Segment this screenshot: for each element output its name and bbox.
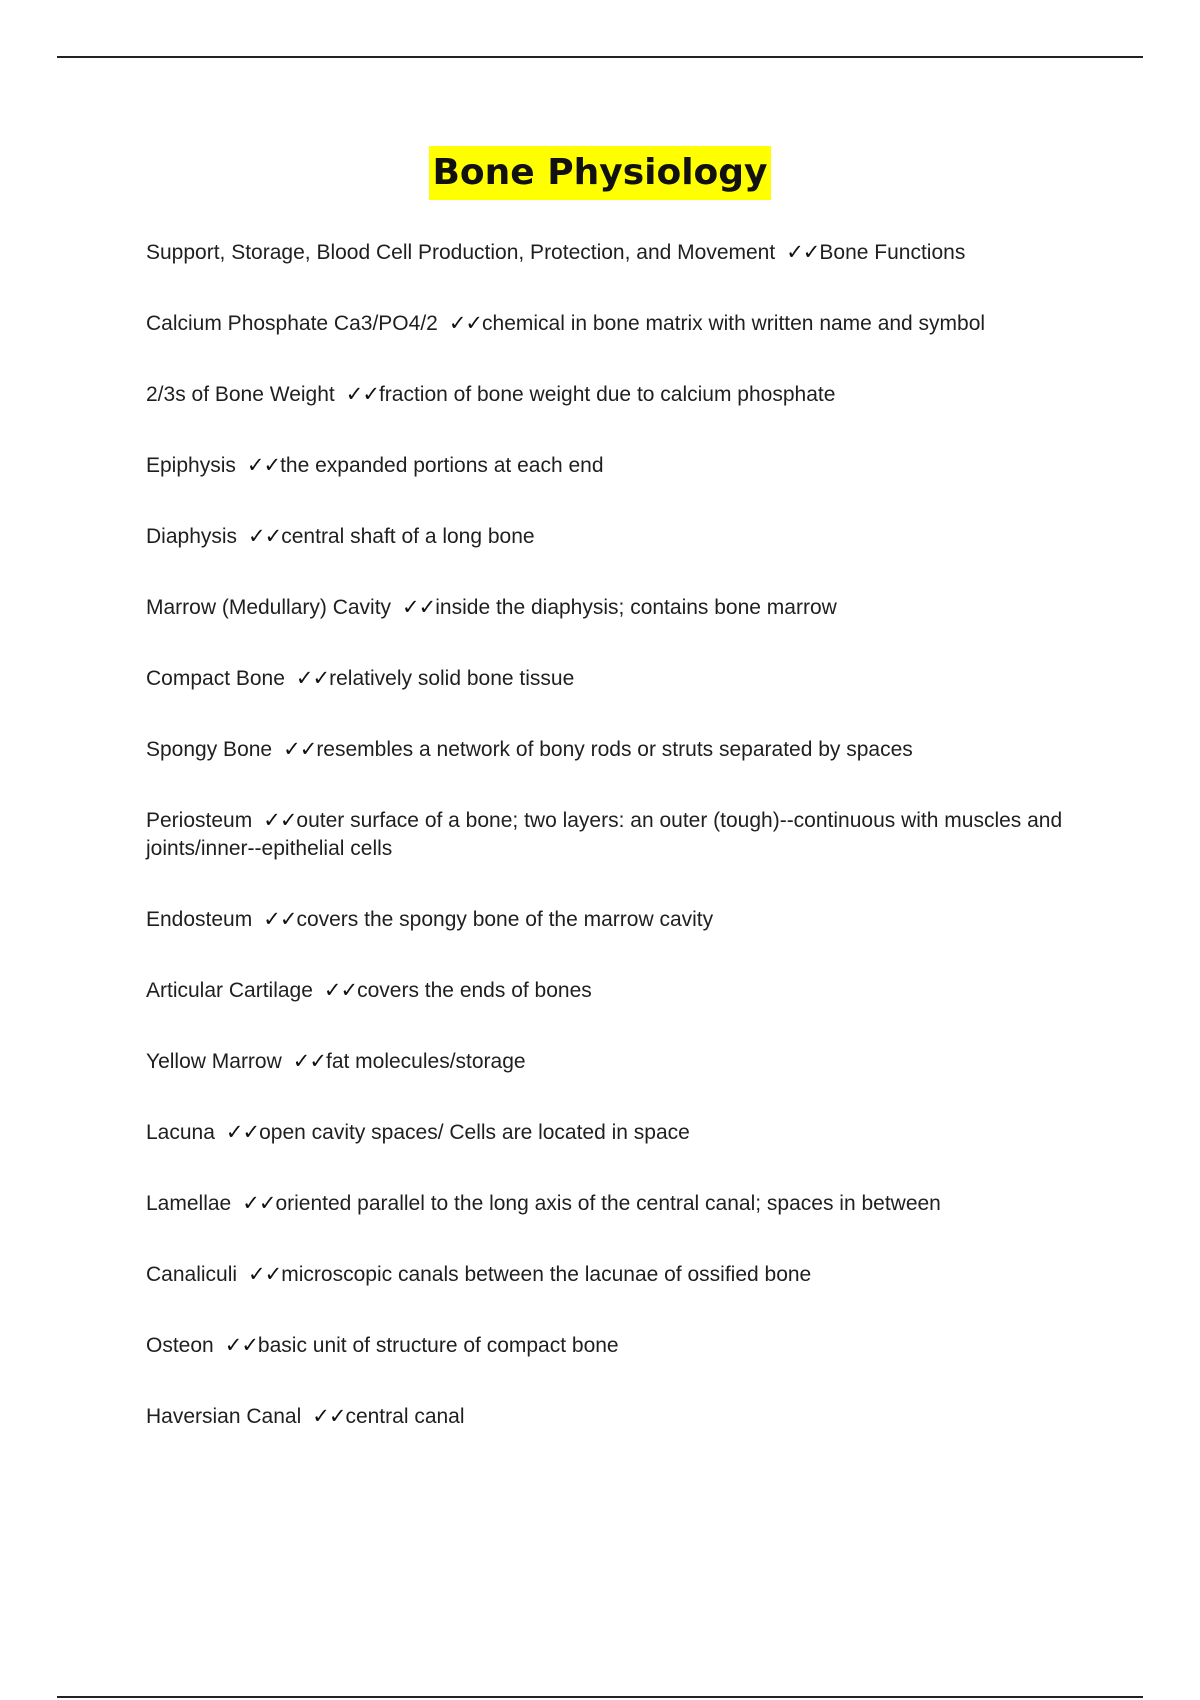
double-check-icon: ✓✓ [248, 1262, 282, 1286]
entry-definition: central canal [345, 1405, 465, 1428]
entry-term: Lamellae [146, 1192, 232, 1215]
double-check-icon: ✓✓ [225, 1120, 260, 1144]
double-check-icon: ✓✓ [224, 1333, 258, 1357]
entry-term: Lacuna [146, 1121, 215, 1144]
entry-definition: resembles a network of bony rods or struts separated by spaces [316, 738, 913, 761]
definition-entry [146, 1047, 1091, 1076]
entry-definition: fraction of bone weight due to calcium phosphate [378, 383, 836, 406]
definition-entry [146, 380, 1091, 409]
top-divider [57, 56, 1143, 58]
definition-entry [146, 905, 1091, 934]
definition-entry [146, 976, 1091, 1005]
definition-entry [146, 1189, 1091, 1218]
entry-definition: Bone Functions [819, 241, 966, 264]
entry-definition: microscopic canals between the lacunae of ossified bone [281, 1263, 812, 1286]
definition-entry [146, 735, 1091, 764]
double-check-icon: ✓✓ [283, 737, 317, 761]
entry-term: Endosteum [146, 908, 253, 931]
definition-entry [146, 593, 1091, 622]
double-check-icon: ✓✓ [248, 524, 282, 548]
double-check-icon: ✓✓ [786, 240, 820, 264]
entry-definition: covers the ends of bones [357, 979, 592, 1002]
entry-term: Canaliculi [146, 1263, 238, 1286]
definition-entry [146, 664, 1091, 693]
double-check-icon: ✓✓ [242, 1191, 276, 1215]
entry-definition: fat molecules/storage [325, 1050, 526, 1073]
entry-term: Diaphysis [146, 525, 238, 548]
entry-term: Osteon [146, 1334, 214, 1357]
entry-term: Support, Storage, Blood Cell Production, Protection, and Movement [146, 241, 776, 264]
definition-entry [146, 238, 1091, 267]
double-check-icon: ✓✓ [263, 907, 297, 931]
entry-definition: open cavity spaces/ Cells are located in space [259, 1121, 690, 1144]
double-check-icon: ✓✓ [292, 1049, 326, 1073]
entry-term: Articular Cartilage [146, 979, 313, 1002]
entry-term: Periosteum [146, 809, 253, 832]
definition-entry [146, 1118, 1091, 1147]
entry-term: Spongy Bone [146, 738, 273, 761]
definition-entry [146, 1331, 1091, 1360]
bottom-divider [57, 1696, 1143, 1698]
entry-term: Haversian Canal [146, 1405, 302, 1428]
entry-definition: relatively solid bone tissue [329, 667, 575, 690]
entry-definition: inside the diaphysis; contains bone marrow [435, 596, 837, 619]
entry-definition: the expanded portions at each end [280, 454, 604, 477]
entry-term: Compact Bone [146, 667, 285, 690]
entry-definition: oriented parallel to the long axis of the central canal; spaces in between [275, 1192, 941, 1215]
title-container [0, 146, 1200, 200]
page-title: Bone Physiology [429, 146, 770, 200]
entry-definition: outer surface of a bone; two layers: an outer (tough)--continuous with muscles and joints/inner--epithelial cells [146, 809, 1063, 860]
double-check-icon: ✓✓ [323, 978, 358, 1002]
entry-term: Yellow Marrow [146, 1050, 282, 1073]
entry-definition: basic unit of structure of compact bone [257, 1334, 619, 1357]
entry-term: Epiphysis [146, 454, 236, 477]
definition-entry [146, 1260, 1091, 1289]
definition-entry [146, 1402, 1091, 1431]
entry-term: 2/3s of Bone Weight [146, 383, 335, 406]
definition-entry [146, 806, 1091, 863]
entry-definition: central shaft of a long bone [281, 525, 535, 548]
double-check-icon: ✓✓ [263, 808, 297, 832]
definition-entry [146, 451, 1091, 480]
definition-list [146, 238, 1091, 1473]
definition-entry [146, 309, 1091, 338]
double-check-icon: ✓✓ [448, 311, 483, 335]
entry-definition: chemical in bone matrix with written name and symbol [482, 312, 986, 335]
double-check-icon: ✓✓ [246, 453, 281, 477]
double-check-icon: ✓✓ [295, 666, 330, 690]
entry-term: Calcium Phosphate Ca3/PO4/2 [146, 312, 438, 335]
double-check-icon: ✓✓ [312, 1404, 346, 1428]
double-check-icon: ✓✓ [345, 382, 379, 406]
definition-entry [146, 522, 1091, 551]
entry-term: Marrow (Medullary) Cavity [146, 596, 392, 619]
double-check-icon: ✓✓ [402, 595, 436, 619]
entry-definition: covers the spongy bone of the marrow cavity [296, 908, 714, 931]
